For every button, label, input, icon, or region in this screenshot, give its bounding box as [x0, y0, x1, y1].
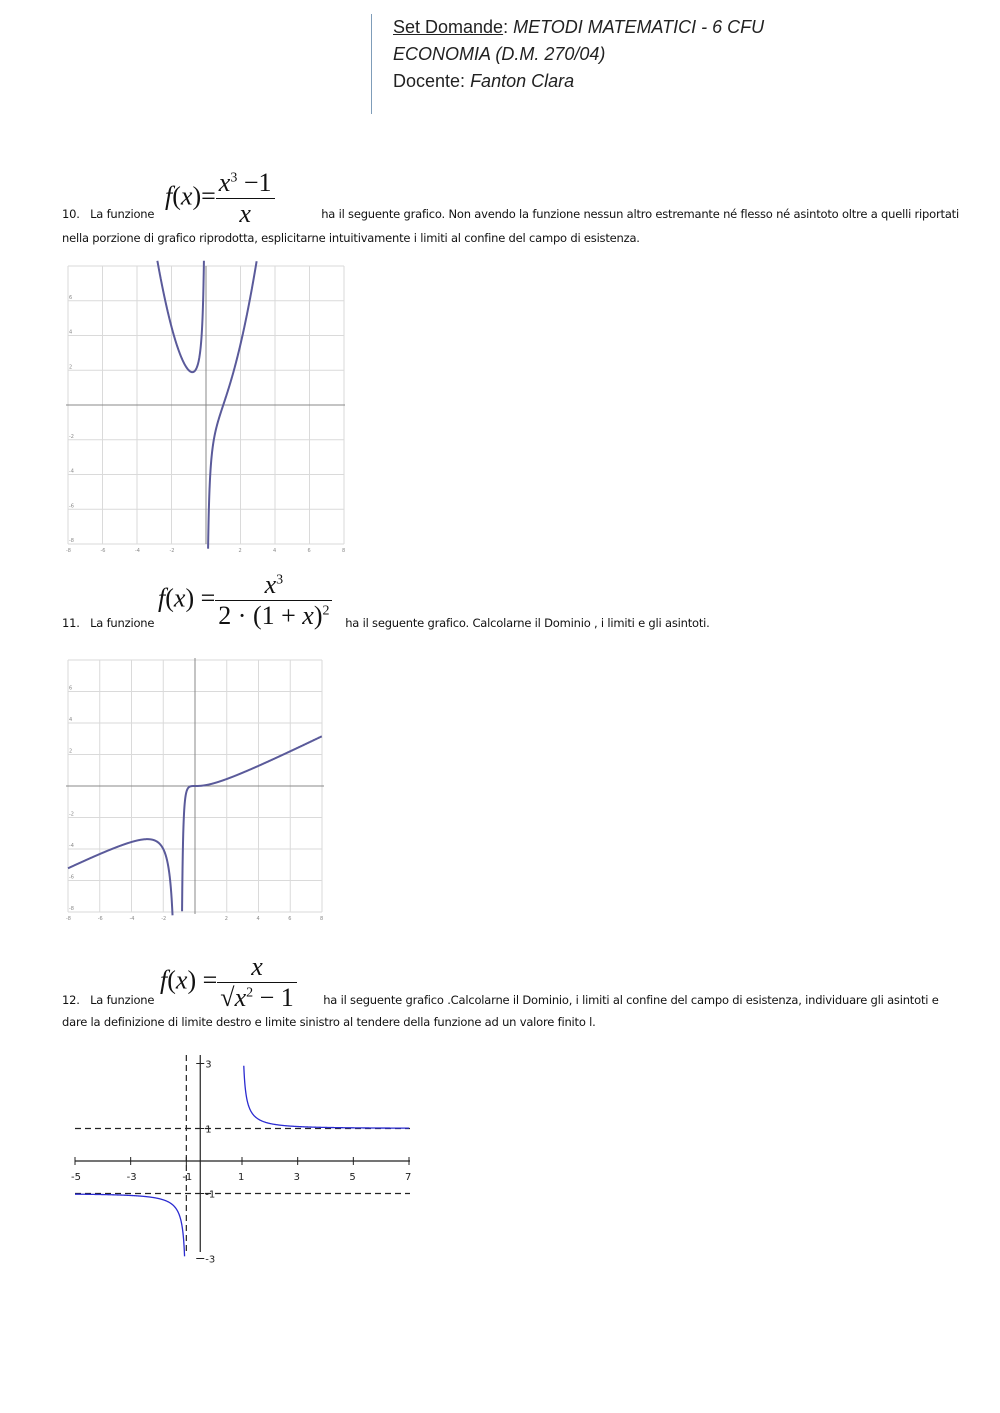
tick-label-x: -4 — [129, 916, 135, 922]
teacher-name: Fanton Clara — [470, 71, 575, 91]
tick-label-y: -6 — [69, 503, 74, 510]
question-11-line1: 11. La funzione ha il seguente grafico. Calcolarne il Dominio , i limiti e gli asintoti. — [62, 616, 710, 630]
tick-label-x: -3 — [126, 1172, 137, 1183]
tick-label-x: -5 — [71, 1172, 81, 1183]
tick-label-x: -8 — [66, 916, 71, 922]
graph-q12-curve-right — [244, 1066, 409, 1128]
tick-label-x: -6 — [100, 548, 106, 554]
graph-q10-curve-left — [157, 261, 204, 372]
tick-label-x: -8 — [66, 548, 71, 554]
question-12-line1: 12. La funzione ha il seguente grafico .Calcolarne il Dominio, i limiti al confine del campo di esistenza, individuare gli asintoti e — [62, 993, 939, 1007]
tick-label-x: 6 — [288, 916, 292, 922]
tick-label-x: 1 — [238, 1172, 245, 1183]
tick-label-y: -4 — [69, 468, 74, 475]
tick-label-x: 4 — [273, 548, 277, 554]
tick-label-x: -6 — [97, 916, 103, 922]
header-line-teacher — [393, 68, 764, 95]
tick-label-y: -8 — [69, 906, 74, 912]
tick-label-y: 1 — [205, 1124, 212, 1136]
tick-label-x: 3 — [293, 1172, 301, 1183]
tick-label-y: 6 — [69, 685, 73, 692]
graph-q11 — [60, 652, 335, 920]
tick-label-x: -4 — [135, 548, 140, 554]
tick-label-x: 8 — [342, 548, 346, 554]
course-name: METODI MATEMATICI - 6 CFU — [513, 17, 765, 37]
tick-label-x: 8 — [320, 916, 324, 922]
tick-label-x: 2 — [238, 548, 242, 554]
tick-label-x: 2 — [224, 916, 228, 922]
tick-label-y: -8 — [69, 538, 74, 544]
graph-q12-curve-left — [75, 1194, 185, 1256]
tick-label-y: -4 — [69, 843, 74, 849]
tick-label-y: -3 — [205, 1254, 216, 1266]
question-12-line2: dare la definizione di limite destro e limite sinistro al tendere della funzione ad un valore finito l. — [62, 1015, 596, 1029]
set-label: Set Domande — [393, 17, 504, 37]
teacher-label: Docente: — [393, 71, 466, 91]
tick-label-y: -6 — [69, 874, 74, 881]
formula-q12: f(x) = $\frac{x}{√x^2 - 1}$ — [160, 952, 297, 1013]
graph-q12 — [60, 1050, 420, 1266]
tick-label-y: 4 — [69, 329, 73, 336]
question-10-line2: nella porzione di grafico riprodotta, esplicitarne intuitivamente i limiti al confine del campo di esistenza. — [62, 231, 640, 245]
graph-q10 — [60, 258, 355, 554]
tick-label-y: -2 — [69, 811, 74, 818]
graph-q11-curve-right — [182, 736, 322, 911]
graph-q12-ticks — [71, 1060, 411, 1266]
header-line-set: Set Domande: METODI MATEMATICI - 6 CFU — [393, 17, 765, 37]
tick-label-y: 3 — [205, 1059, 212, 1071]
graph-q11-curve-left — [68, 839, 173, 915]
tick-label-x: 6 — [307, 548, 311, 554]
tick-label-y: -2 — [69, 433, 74, 440]
tick-label-x: -2 — [169, 548, 175, 554]
formula-q11: f(x) = $\frac{x^3}{2 \cdot (1 + x)^2}$ — [158, 570, 332, 631]
tick-label-x: 4 — [256, 916, 260, 922]
document-header — [371, 14, 764, 114]
tick-label-y: 2 — [69, 748, 73, 755]
tick-label-y: -1 — [205, 1189, 216, 1201]
formula-q10: f(x)= $\frac{x^3 -1}{x}$ — [165, 168, 275, 229]
header-line-degree: ECONOMIA (D.M. 270/04) — [393, 44, 606, 64]
tick-label-x: -2 — [161, 916, 167, 922]
question-10-line1: 10. La funzione ha il seguente grafico. Non avendo la funzione nessun altro estremante né flesso né asintoto oltre a quelli riportati — [62, 207, 959, 221]
tick-label-y: 4 — [69, 717, 73, 723]
tick-label-x: -1 — [182, 1172, 193, 1183]
tick-label-x: 7 — [405, 1172, 412, 1183]
tick-label-y: 6 — [69, 294, 73, 301]
tick-label-x: 5 — [349, 1172, 356, 1183]
tick-label-y: 2 — [69, 364, 73, 371]
